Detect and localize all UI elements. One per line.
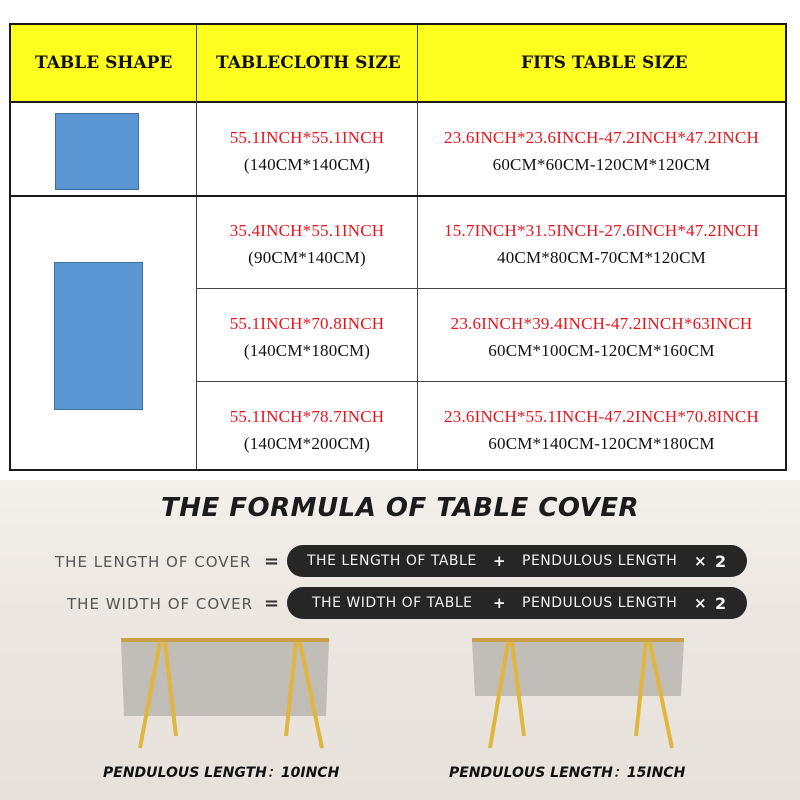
plus-icon: + <box>493 594 507 612</box>
table-header-row <box>11 25 785 103</box>
caption-10inch: PENDULOUS LENGTH：10INCH <box>103 765 340 781</box>
row2-cloth-cm: (90CM*140CM) <box>248 248 366 267</box>
table-top-right <box>472 638 684 642</box>
row1-fits-cm: 60CM*60CM-120CM*120CM <box>492 155 711 174</box>
table-top-left <box>121 638 329 642</box>
width-of-table-text: THE WIDTH OF TABLE <box>312 595 473 611</box>
row2-fits-cm: 40CM*80CM-70CM*120CM <box>497 248 706 267</box>
factor-two: 2 <box>715 594 727 613</box>
length-equals-sign: = <box>264 551 280 572</box>
square-table-shape <box>55 113 139 190</box>
row1-cloth-inch: 55.1INCH*55.1INCH <box>229 128 385 147</box>
row1-fits-inch: 23.6INCH*23.6INCH-47.2INCH*47.2INCH <box>444 128 759 147</box>
row2-cloth-inch: 35.4INCH*55.1INCH <box>229 221 385 240</box>
width-of-cover-label: THE WIDTH OF COVER <box>67 595 254 613</box>
multiply-icon: × <box>694 552 708 570</box>
table-illustrations <box>0 630 800 760</box>
row2-fits-inch: 15.7INCH*31.5INCH-27.6INCH*47.2INCH <box>444 221 759 240</box>
row4-fits-inch: 23.6INCH*55.1INCH-47.2INCH*70.8INCH <box>444 407 759 426</box>
plus-icon: + <box>493 552 507 570</box>
multiply-icon: × <box>694 594 708 612</box>
row4-cloth-inch: 55.1INCH*78.7INCH <box>229 407 385 426</box>
formula-title: THE FORMULA OF TABLE COVER <box>160 493 640 523</box>
row3-cloth-cm: (140CM*180CM) <box>243 341 371 360</box>
size-table <box>9 23 787 471</box>
divider-row-4 <box>196 381 785 382</box>
table-illustration-15inch <box>472 638 684 748</box>
divider-col-2 <box>417 25 418 469</box>
factor-two: 2 <box>715 552 727 571</box>
row3-fits-inch: 23.6INCH*39.4INCH-47.2INCH*63INCH <box>450 314 753 333</box>
pendulous-length-text: PENDULOUS LENGTH <box>522 595 678 611</box>
rectangle-table-shape <box>54 262 143 410</box>
length-of-cover-label: THE LENGTH OF COVER <box>55 553 252 571</box>
width-equals-sign: = <box>264 593 280 614</box>
divider-col-1 <box>196 25 197 469</box>
length-of-table-text: THE LENGTH OF TABLE <box>307 553 477 569</box>
row4-fits-cm: 60CM*140CM-120CM*180CM <box>488 434 715 453</box>
divider-row-3 <box>196 288 785 289</box>
divider-square-rect <box>11 195 785 197</box>
header-table-shape: TABLE SHAPE <box>35 53 173 73</box>
header-fits-table-size: FITS TABLE SIZE <box>521 53 688 73</box>
row3-cloth-inch: 55.1INCH*70.8INCH <box>229 314 385 333</box>
width-formula-pill <box>287 587 747 619</box>
row4-cloth-cm: (140CM*200CM) <box>243 434 371 453</box>
row1-cloth-cm: (140CM*140CM) <box>243 155 371 174</box>
pendulous-length-text: PENDULOUS LENGTH <box>522 553 678 569</box>
row3-fits-cm: 60CM*100CM-120CM*160CM <box>488 341 715 360</box>
length-formula-pill <box>287 545 747 577</box>
table-illustration-10inch <box>121 638 329 748</box>
header-tablecloth-size: TABLECLOTH SIZE <box>216 53 401 73</box>
caption-15inch: PENDULOUS LENGTH：15INCH <box>449 765 686 781</box>
